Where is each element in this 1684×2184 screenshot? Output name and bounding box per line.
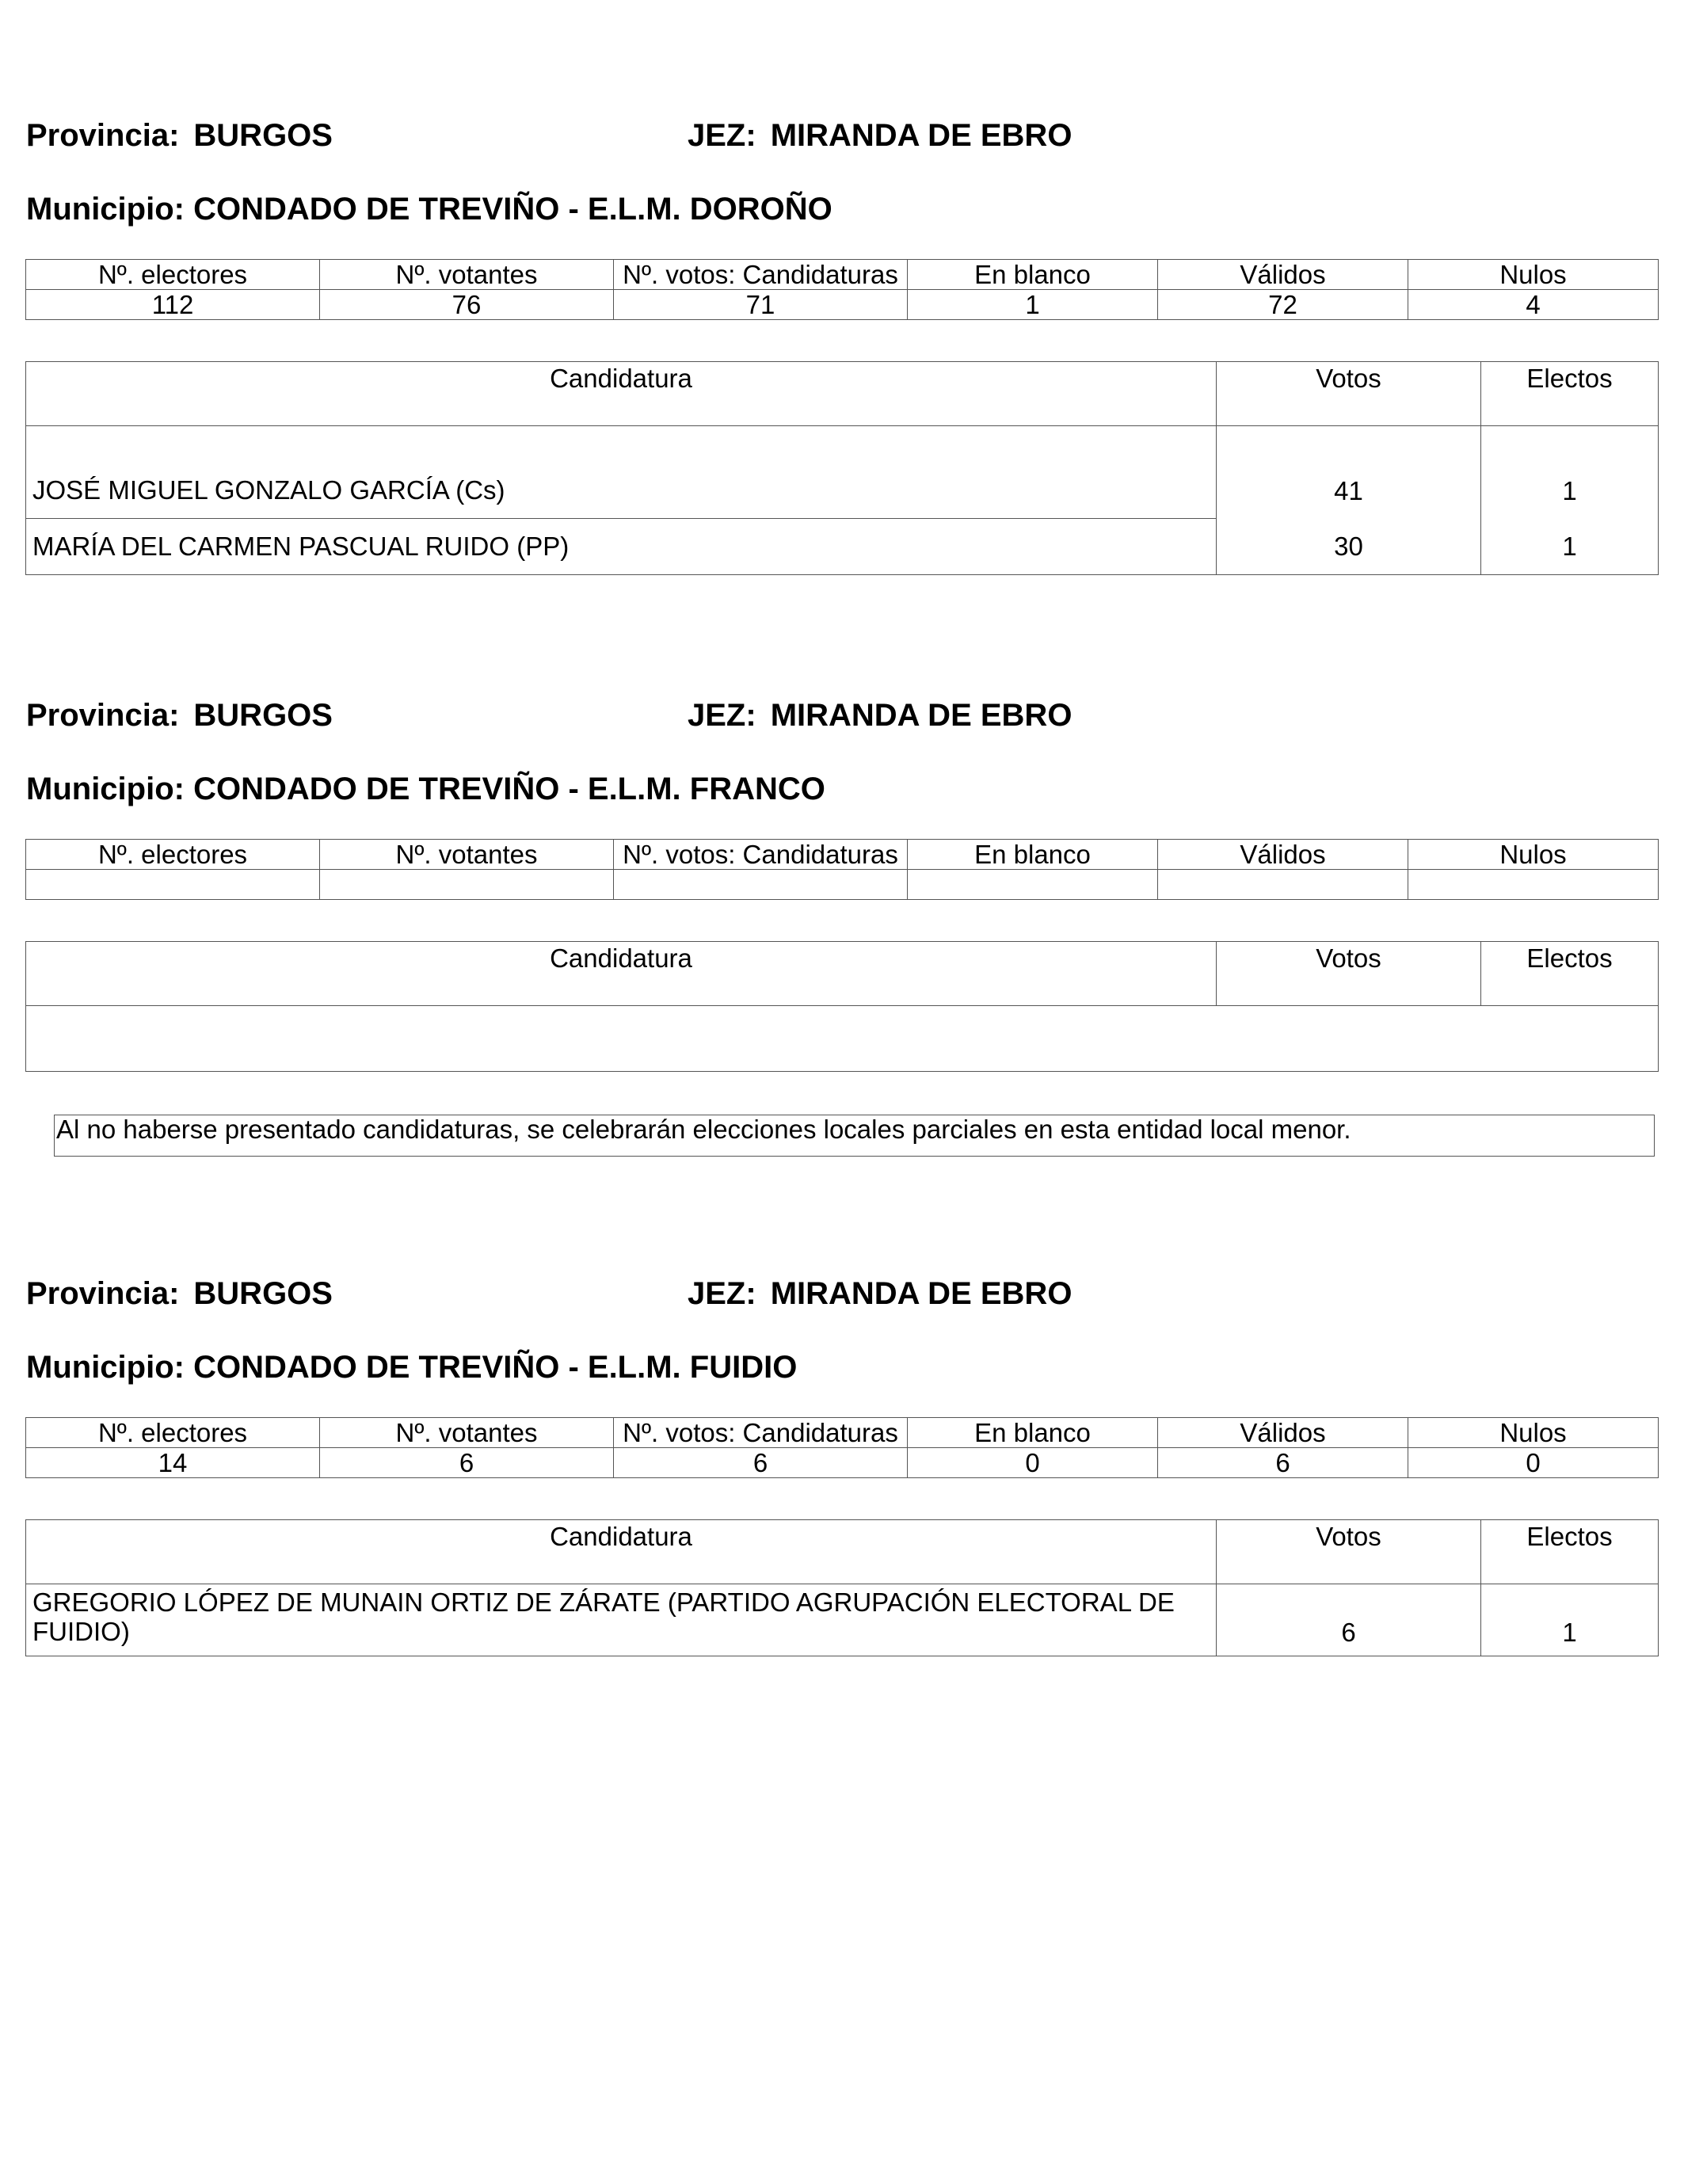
header-votos: Votos bbox=[1217, 942, 1481, 1006]
header-votos: Votos bbox=[1217, 362, 1481, 426]
section-franco bbox=[0, 580, 1684, 1150]
header-nulos: Nulos bbox=[1408, 1418, 1659, 1448]
provincia-line bbox=[26, 1275, 333, 1313]
header-candidatura: Candidatura bbox=[26, 942, 1217, 1006]
value-electores: 14 bbox=[26, 1448, 320, 1478]
header-en-blanco: En blanco bbox=[908, 260, 1158, 290]
header-validos: Válidos bbox=[1158, 840, 1408, 870]
jez-line bbox=[688, 696, 1072, 734]
candidate-electos: 1 bbox=[1481, 426, 1659, 519]
municipio-value: CONDADO DE TREVIÑO - E.L.M. FRANCO bbox=[193, 772, 825, 806]
municipio-line bbox=[26, 1348, 797, 1386]
header-electores: Nº. electores bbox=[26, 1418, 320, 1448]
candidate-electos: 1 bbox=[1481, 519, 1659, 575]
value-votantes bbox=[320, 870, 614, 900]
stats-table bbox=[25, 259, 1659, 320]
header-candidatura: Candidatura bbox=[26, 1520, 1217, 1584]
candidates-table bbox=[25, 1519, 1659, 1656]
municipio-value: CONDADO DE TREVIÑO - E.L.M. FUIDIO bbox=[193, 1350, 798, 1385]
candidates-header-row bbox=[26, 942, 1659, 1006]
candidate-electos: 1 bbox=[1481, 1584, 1659, 1656]
provincia-line bbox=[26, 696, 333, 734]
header-votos-candidaturas: Nº. votos: Candidaturas bbox=[614, 840, 908, 870]
header-validos: Válidos bbox=[1158, 1418, 1408, 1448]
municipio-line bbox=[26, 770, 825, 808]
value-en-blanco: 0 bbox=[908, 1448, 1158, 1478]
header-nulos: Nulos bbox=[1408, 260, 1659, 290]
value-validos: 72 bbox=[1158, 290, 1408, 320]
header-votos-candidaturas: Nº. votos: Candidaturas bbox=[614, 1418, 908, 1448]
candidate-name: JOSÉ MIGUEL GONZALO GARCÍA (Cs) bbox=[26, 426, 1217, 519]
section-dorono bbox=[0, 0, 1684, 570]
provincia-value: BURGOS bbox=[193, 118, 333, 153]
candidates-header-row bbox=[26, 362, 1659, 426]
value-validos bbox=[1158, 870, 1408, 900]
header-nulos: Nulos bbox=[1408, 840, 1659, 870]
candidates-header-row bbox=[26, 1520, 1659, 1584]
value-votos-candidaturas bbox=[614, 870, 908, 900]
candidates-table bbox=[25, 361, 1659, 575]
value-en-blanco: 1 bbox=[908, 290, 1158, 320]
municipio-line bbox=[26, 190, 832, 228]
header-validos: Válidos bbox=[1158, 260, 1408, 290]
value-votantes: 76 bbox=[320, 290, 614, 320]
stats-table bbox=[25, 839, 1659, 900]
value-nulos: 0 bbox=[1408, 1448, 1659, 1478]
value-validos: 6 bbox=[1158, 1448, 1408, 1478]
stats-value-row bbox=[26, 290, 1659, 320]
value-electores bbox=[26, 870, 320, 900]
value-votantes: 6 bbox=[320, 1448, 614, 1478]
header-votantes: Nº. votantes bbox=[320, 260, 614, 290]
jez-label: JEZ: bbox=[688, 118, 756, 153]
value-nulos: 4 bbox=[1408, 290, 1659, 320]
jez-label: JEZ: bbox=[688, 1276, 756, 1311]
candidate-row bbox=[26, 519, 1659, 575]
provincia-label: Provincia: bbox=[26, 118, 180, 153]
candidate-row bbox=[26, 1584, 1659, 1656]
candidate-votos: 6 bbox=[1217, 1584, 1481, 1656]
municipio-label: Municipio: bbox=[26, 1350, 185, 1385]
stats-value-row bbox=[26, 870, 1659, 900]
section-fuidio bbox=[0, 1158, 1684, 1729]
header-electos: Electos bbox=[1481, 1520, 1659, 1584]
value-nulos bbox=[1408, 870, 1659, 900]
value-votos-candidaturas: 71 bbox=[614, 290, 908, 320]
value-votos-candidaturas: 6 bbox=[614, 1448, 908, 1478]
header-en-blanco: En blanco bbox=[908, 1418, 1158, 1448]
candidate-votos: 41 bbox=[1217, 426, 1481, 519]
municipio-label: Municipio: bbox=[26, 772, 185, 806]
provincia-value: BURGOS bbox=[193, 698, 333, 733]
jez-line bbox=[688, 116, 1072, 154]
stats-header-row bbox=[26, 840, 1659, 870]
header-votantes: Nº. votantes bbox=[320, 1418, 614, 1448]
municipio-label: Municipio: bbox=[26, 192, 185, 227]
header-electos: Electos bbox=[1481, 942, 1659, 1006]
jez-value: MIRANDA DE EBRO bbox=[770, 698, 1073, 733]
header-votos: Votos bbox=[1217, 1520, 1481, 1584]
candidates-table bbox=[25, 941, 1659, 1072]
empty-cell bbox=[26, 1006, 1659, 1072]
municipio-value: CONDADO DE TREVIÑO - E.L.M. DOROÑO bbox=[193, 192, 832, 227]
provincia-label: Provincia: bbox=[26, 1276, 180, 1311]
stats-table bbox=[25, 1417, 1659, 1478]
no-candidates-note: Al no haberse presentado candidaturas, se celebrarán elecciones locales parciales en esta entidad local menor. bbox=[54, 1115, 1655, 1157]
provincia-line bbox=[26, 116, 333, 154]
stats-header-row bbox=[26, 260, 1659, 290]
stats-header-row bbox=[26, 1418, 1659, 1448]
candidate-name: GREGORIO LÓPEZ DE MUNAIN ORTIZ DE ZÁRATE (PARTIDO AGRUPACIÓN ELECTORAL DE FUIDIO) bbox=[26, 1584, 1217, 1656]
header-electores: Nº. electores bbox=[26, 840, 320, 870]
header-votos-candidaturas: Nº. votos: Candidaturas bbox=[614, 260, 908, 290]
candidate-votos: 30 bbox=[1217, 519, 1481, 575]
header-candidatura: Candidatura bbox=[26, 362, 1217, 426]
empty-candidate-row bbox=[26, 1006, 1659, 1072]
header-electos: Electos bbox=[1481, 362, 1659, 426]
jez-value: MIRANDA DE EBRO bbox=[770, 118, 1073, 153]
header-electores: Nº. electores bbox=[26, 260, 320, 290]
value-electores: 112 bbox=[26, 290, 320, 320]
header-votantes: Nº. votantes bbox=[320, 840, 614, 870]
jez-value: MIRANDA DE EBRO bbox=[770, 1276, 1073, 1311]
candidate-name: MARÍA DEL CARMEN PASCUAL RUIDO (PP) bbox=[26, 519, 1217, 575]
provincia-value: BURGOS bbox=[193, 1276, 333, 1311]
jez-line bbox=[688, 1275, 1072, 1313]
value-en-blanco bbox=[908, 870, 1158, 900]
stats-value-row bbox=[26, 1448, 1659, 1478]
header-en-blanco: En blanco bbox=[908, 840, 1158, 870]
provincia-label: Provincia: bbox=[26, 698, 180, 733]
candidate-row bbox=[26, 426, 1659, 519]
jez-label: JEZ: bbox=[688, 698, 756, 733]
